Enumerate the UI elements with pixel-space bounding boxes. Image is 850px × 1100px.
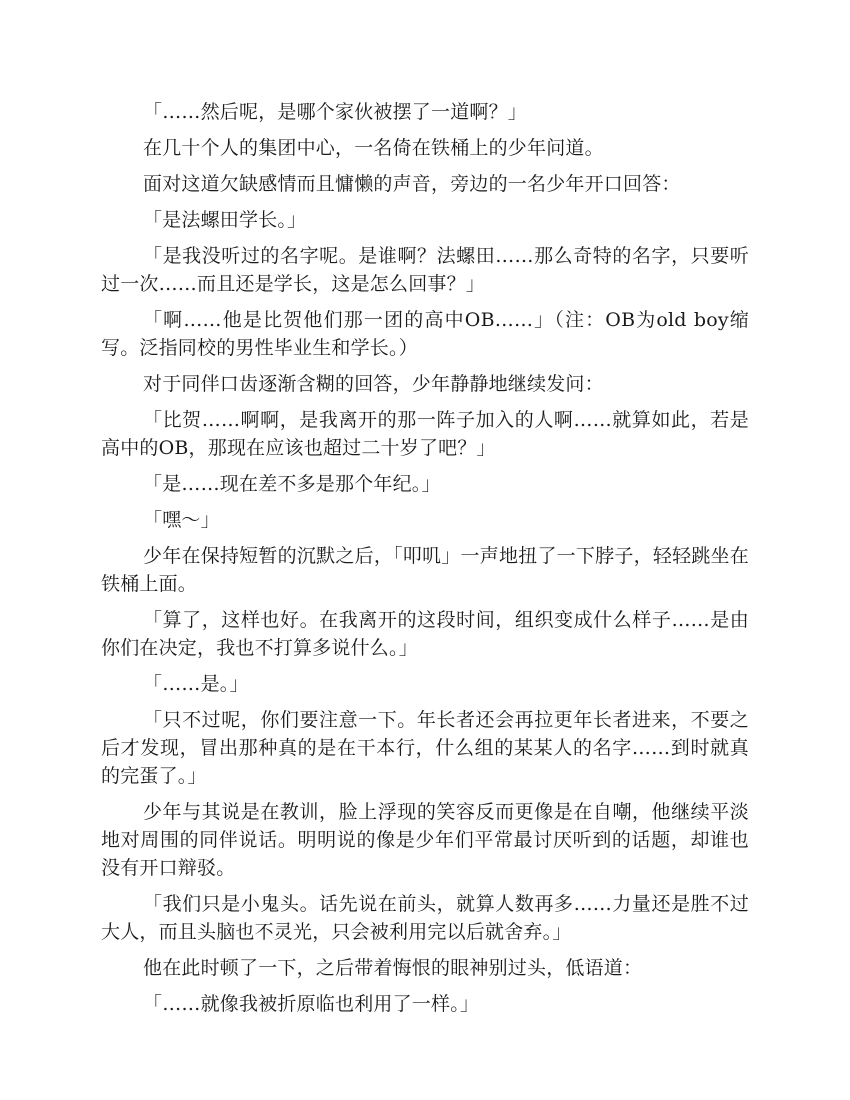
- paragraph: 面对这道欠缺感情而且慵懒的声音，旁边的一名少年开口回答：: [143, 173, 681, 195]
- paragraph: 「……就像我被折原临也利用了一样。」: [143, 993, 480, 1015]
- paragraph: 少年在保持短暂的沉默之后，「叩叽」一声地扭了一下脖子，轻轻跳坐在铁桶上面。: [101, 545, 749, 595]
- paragraph: 「是我没听过的名字呢。是谁啊？法螺田……那么奇特的名字，只要听过一次……而且还是学长，这是怎么回事？」: [101, 245, 749, 295]
- paragraph: 少年与其说是在教训，脸上浮现的笑容反而更像是在自嘲，他继续平淡地对周围的同伴说话。明明说的像是少年们平常最讨厌听到的话题，却谁也没有开口辩驳。: [101, 801, 749, 879]
- paragraph: 「是法螺田学长。」: [143, 209, 307, 231]
- paragraph: 「算了，这样也好。在我离开的这段时间，组织变成什么样子……是由你们在决定，我也不打算多说什么。」: [101, 609, 749, 659]
- paragraph: 「我们只是小鬼头。话先说在前头，就算人数再多……力量还是胜不过大人，而且头脑也不灵光，只会被利用完以后就舍弃。」: [101, 893, 749, 943]
- paragraph: 「啊……他是比贺他们那一团的高中OB……」（注：OB为old boy缩写。泛指同校的男性毕业生和学长。）: [101, 309, 749, 359]
- paragraph: 「……然后呢，是哪个家伙被摆了一道啊？」: [143, 101, 528, 123]
- paragraph: 「嘿～」: [143, 509, 220, 531]
- paragraph: 在几十个人的集团中心，一名倚在铁桶上的少年问道。: [143, 137, 604, 159]
- paragraph: 「只不过呢，你们要注意一下。年长者还会再拉更年长者进来，不要之后才发现，冒出那种真的是在干本行，什么组的某某人的名字……到时就真的完蛋了。」: [101, 709, 749, 787]
- paragraph: 他在此时顿了一下，之后带着悔恨的眼神别过头，低语道：: [143, 957, 643, 979]
- paragraph: 「是……现在差不多是那个年纪。」: [143, 473, 441, 495]
- paragraph: 「……是。」: [143, 673, 249, 695]
- paragraph: 「比贺……啊啊，是我离开的那一阵子加入的人啊……就算如此，若是高中的OB，那现在应该也超过二十岁了吧？」: [101, 409, 749, 459]
- document-page: [101, 98, 749, 1026]
- paragraph: 对于同伴口齿逐渐含糊的回答，少年静静地继续发问：: [143, 373, 604, 395]
